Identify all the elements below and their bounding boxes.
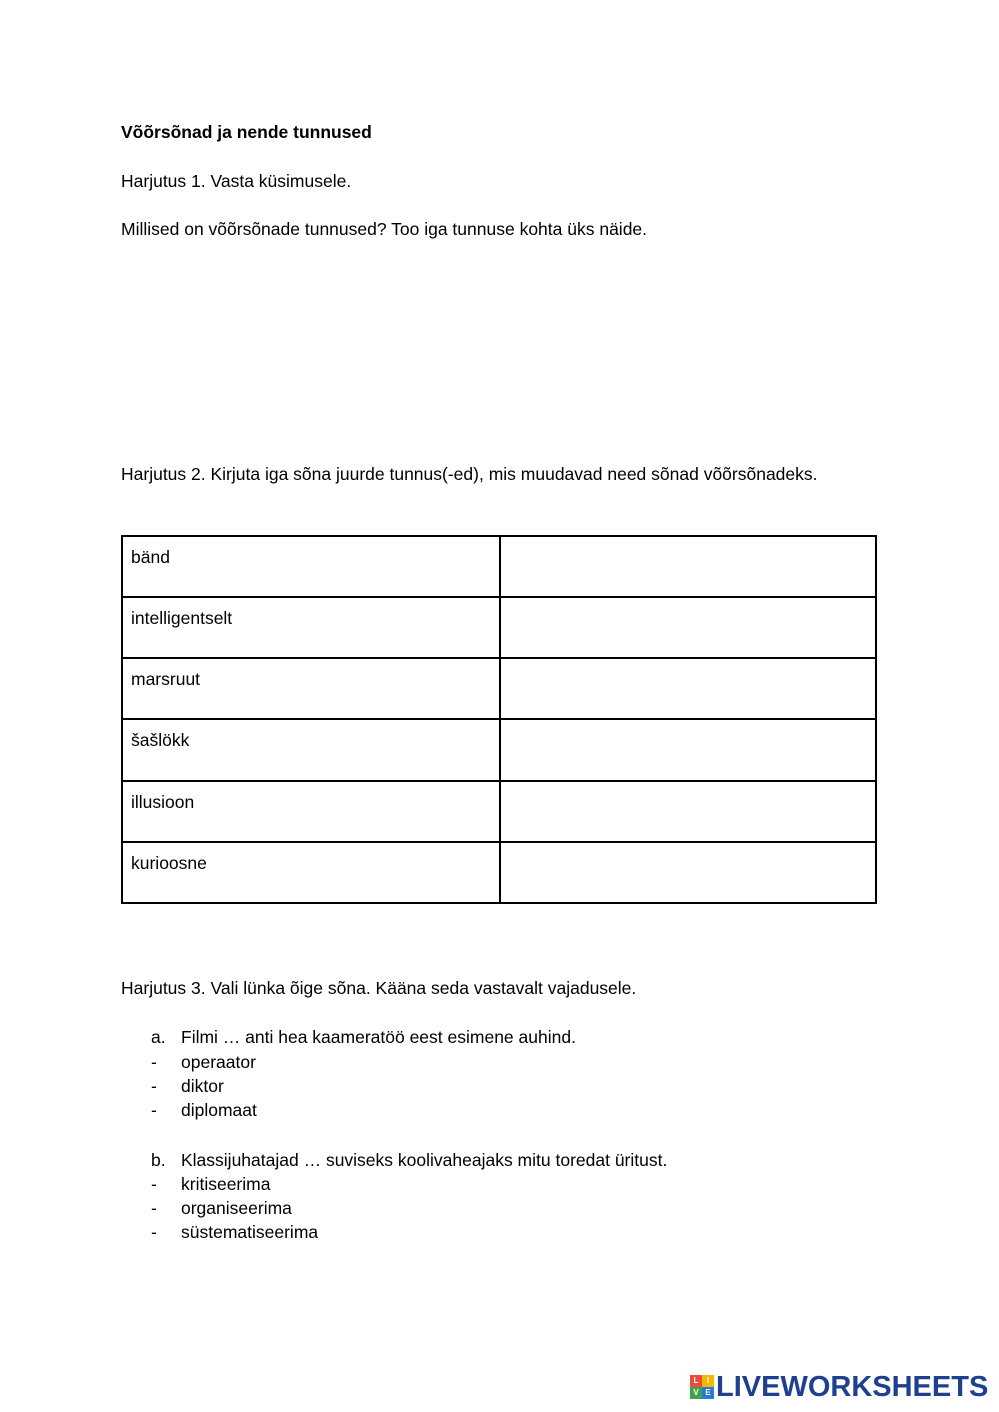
table-row xyxy=(122,719,876,780)
word-cell: intelligentselt xyxy=(122,597,500,658)
word-cell: marsruut xyxy=(122,658,500,719)
table-row xyxy=(122,842,876,903)
exercise-3-heading: Harjutus 3. Vali lünka õige sõna. Käänа seda vastavalt vajadusele. xyxy=(121,978,637,998)
logo-mark-letter: E xyxy=(702,1387,714,1399)
word-cell: kurioosne xyxy=(122,842,500,903)
option-marker: - xyxy=(151,1222,157,1242)
option-text[interactable]: süstematiseerima xyxy=(181,1222,319,1242)
option-marker: - xyxy=(151,1076,157,1096)
word-cell: illusioon xyxy=(122,781,500,842)
document-title: Võõrsõnad ja nende tunnused xyxy=(121,122,372,142)
table-row xyxy=(122,536,876,597)
answer-cell[interactable] xyxy=(500,842,876,903)
logo-mark-letter: I xyxy=(702,1375,714,1387)
logo-text: LIVEWORKSHEETS xyxy=(716,1370,989,1403)
logo-mark-letter: L xyxy=(690,1375,702,1387)
option-text[interactable]: kritiseerima xyxy=(181,1174,271,1194)
exercise-1-question: Millised on võõrsõnade tunnused? Too iga tunnuse kohta üks näide. xyxy=(121,219,648,239)
table-row xyxy=(122,597,876,658)
option-marker: - xyxy=(151,1198,157,1218)
option-text[interactable]: diktor xyxy=(181,1076,224,1096)
table-row xyxy=(122,781,876,842)
answer-cell[interactable] xyxy=(500,781,876,842)
logo-mark-icon xyxy=(690,1375,714,1399)
liveworksheets-logo xyxy=(690,1372,988,1402)
question-marker: a. xyxy=(151,1027,166,1047)
answer-cell[interactable] xyxy=(500,597,876,658)
word-cell: šašlökk xyxy=(122,719,500,780)
option-marker: - xyxy=(151,1100,157,1120)
exercise-2-heading: Harjutus 2. Kirjuta iga sõna juurde tunnus(-ed), mis muudavad need sõnad võõrsõnadeks. xyxy=(121,464,818,484)
question-marker: b. xyxy=(151,1150,166,1170)
word-cell: bänd xyxy=(122,536,500,597)
answer-cell[interactable] xyxy=(500,658,876,719)
option-marker: - xyxy=(151,1052,157,1072)
word-table xyxy=(121,535,877,904)
answer-cell[interactable] xyxy=(500,536,876,597)
question-sentence: Filmi … anti hea kaameratöö eest esimene auhind. xyxy=(181,1027,576,1047)
option-text[interactable]: organiseerima xyxy=(181,1198,292,1218)
logo-mark-letter: V xyxy=(690,1387,702,1399)
option-text[interactable]: diplomaat xyxy=(181,1100,257,1120)
question-sentence: Klassijuhatajad … suviseks koolivaheajaks mitu toredat üritust. xyxy=(181,1150,668,1170)
option-text[interactable]: operaator xyxy=(181,1052,256,1072)
answer-cell[interactable] xyxy=(500,719,876,780)
table-row xyxy=(122,658,876,719)
option-marker: - xyxy=(151,1174,157,1194)
exercise-1-heading: Harjutus 1. Vasta küsimusele. xyxy=(121,171,352,191)
